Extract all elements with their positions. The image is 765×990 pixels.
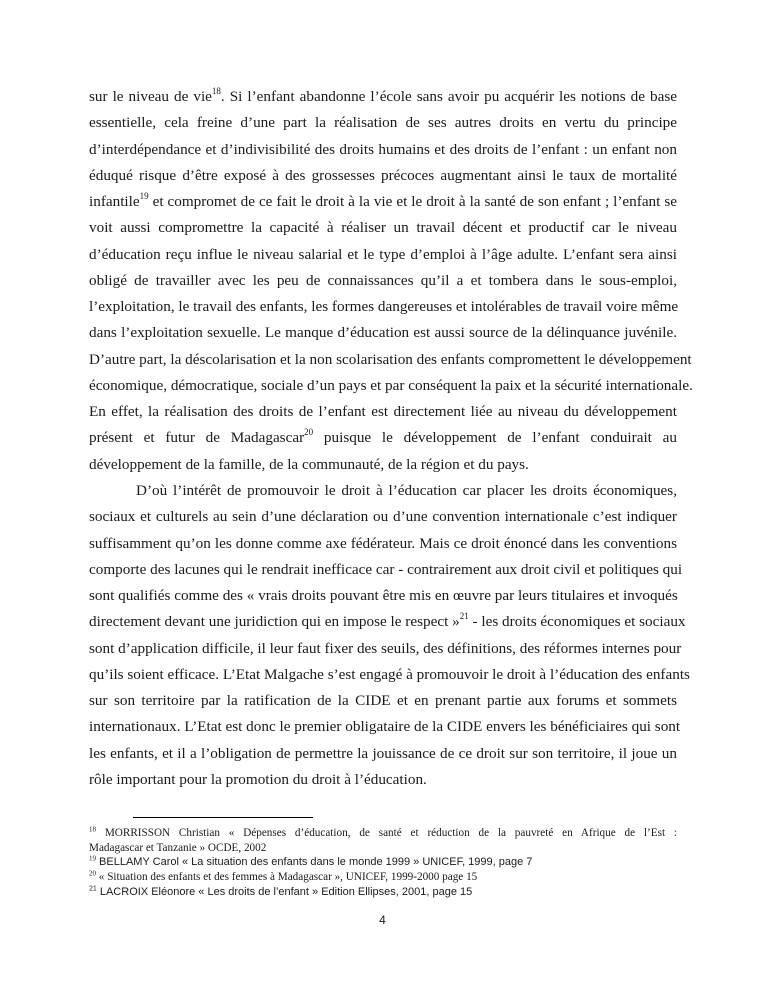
footnote-text: BELLAMY Carol « La situation des enfants dans le monde 1999 » UNICEF, 1999, page 7 <box>96 856 533 868</box>
body-line <box>89 373 693 399</box>
line-text: dans l’exploitation sexuelle. Le manque d’éducation est aussi source de la délinquance juvénile. <box>89 324 677 342</box>
body-line <box>89 478 677 504</box>
line-text: En effet, la réalisation des droits de l’enfant est directement liée au niveau du développement <box>89 403 677 421</box>
line-text: comporte des lacunes qui le rendrait inefficace car - contrairement aux droit civil et politiques qui <box>89 560 683 578</box>
line-text: internationaux. L’Etat est donc le premier obligataire de la CIDE envers les bénéficiaires qui sont <box>89 718 681 736</box>
body-line <box>89 688 677 714</box>
footnote-reference[interactable]: 20 <box>304 427 314 438</box>
footnote-number: 21 <box>89 885 97 893</box>
line-text: d’interdépendance et d’indivisibilité des droits humains et des droits de l’enfant : un enfant non <box>89 140 677 158</box>
line-text: infantile <box>89 193 140 211</box>
footnote-number: 20 <box>89 869 96 878</box>
body-line <box>89 189 677 215</box>
footnote-text: LACROIX Eléonore « Les droits de l’enfant » Edition Ellipses, 2001, page 15 <box>96 886 473 898</box>
line-text: obligé de travailler avec les peu de connaissances qu’il a et tombera dans le sous-emploi, <box>89 271 677 289</box>
line-text: sur son territoire par la ratification de la CIDE et en prenant partie aux forums et sommets <box>89 692 677 710</box>
body-line <box>89 347 692 373</box>
line-text: sont d’application difficile, il leur faut fixer des seuils, des définitions, des réformes internes pour <box>89 639 682 657</box>
body-line <box>89 636 682 662</box>
line-text: rôle important pour la promotion du droit à l’éducation. <box>89 770 427 788</box>
body-line <box>89 531 677 557</box>
line-text: présent et futur de Madagascar <box>89 429 305 447</box>
line-text: directement devant une juridiction qui en impose le respect » <box>89 613 460 631</box>
body-line <box>89 320 677 346</box>
footnote-text: MORRISSON Christian « Dépenses d’éducation, de santé et réduction de la pauvreté en Afrique de l’Est : <box>96 827 677 839</box>
footnote-20 <box>89 870 677 885</box>
body-line <box>89 452 677 478</box>
line-text: économique, démocratique, sociale d’un pays et par conséquent la paix et la sécurité internationale. <box>89 376 693 394</box>
line-text: voit aussi compromettre la capacité à réaliser un travail décent et productif car le niveau <box>89 219 677 237</box>
body-line <box>89 714 681 740</box>
line-text: D’autre part, la déscolarisation et la non scolarisation des enfants compromettent le développement <box>89 350 692 368</box>
body-line <box>89 294 677 320</box>
footnote-separator <box>133 817 313 818</box>
body-line <box>89 268 677 294</box>
body-line <box>89 163 677 189</box>
body-line <box>89 609 686 635</box>
footnote-21 <box>89 885 677 900</box>
line-text: essentielle, cela freine d’une part la réalisation de ses autres droits en vertu du principe <box>89 114 677 132</box>
footnote-number: 18 <box>89 825 96 834</box>
footnote-text: Madagascar et Tanzanie » OCDE, 2002 <box>89 841 267 854</box>
footnote-text: « Situation des enfants et des femmes à Madagascar », UNICEF, 1999-2000 page 15 <box>96 871 478 883</box>
footnote-18 <box>89 826 677 855</box>
line-text: D’où l’intérêt de promouvoir le droit à l’éducation car placer les droits économiques, <box>136 481 677 499</box>
line-text: et compromet de ce fait le droit à la vie et le droit à la santé de son enfant ; l’enfant se <box>148 193 677 211</box>
body-line <box>89 504 677 530</box>
body-line <box>89 583 677 609</box>
body-line <box>89 84 677 110</box>
body-line <box>89 137 677 163</box>
body-line <box>89 425 677 451</box>
line-text: puisque le développement de l’enfant conduirait au <box>313 429 678 447</box>
line-text: éduqué risque d’être exposé à des grossesses précoces augmentant ainsi le taux de mortalité <box>89 166 677 184</box>
line-text: - les droits économiques et sociaux <box>468 613 686 631</box>
body-line <box>89 557 683 583</box>
line-text: développement de la famille, de la communauté, de la région et du pays. <box>89 455 529 473</box>
body-line <box>89 399 677 425</box>
line-text: . Si l’enfant abandonne l’école sans avoir pu acquérir les notions de base <box>220 88 677 105</box>
line-text: l’exploitation, le travail des enfants, les formes dangereuses et intolérables de travail voire même <box>89 298 679 316</box>
line-text: d’éducation reçu influe le niveau salarial et le type d’emploi à l’âge adulte. L’enfant sera ainsi <box>89 245 677 263</box>
body-line <box>89 242 677 268</box>
body-line <box>89 215 677 241</box>
body-line <box>89 741 677 767</box>
body-line <box>89 767 677 793</box>
line-text: sont qualifiés comme des « vrais droits pouvant être mis en œuvre par leurs titulaires et invoqués <box>89 587 678 605</box>
footnote-reference[interactable]: 19 <box>139 191 149 201</box>
line-text: qu’ils soient efficace. L’Etat Malgache s’est engagé à promouvoir le droit à l’éducation des enfants <box>89 665 690 683</box>
footnote-reference[interactable]: 21 <box>459 611 469 622</box>
body-text <box>89 84 693 793</box>
footnote-reference[interactable]: 18 <box>211 85 221 96</box>
line-text: suffisamment qu’on les donne comme axe fédérateur. Mais ce droit énoncé dans les conventions <box>89 534 677 552</box>
footnote-19 <box>89 855 677 870</box>
body-line <box>89 662 690 688</box>
page-number: 4 <box>379 913 386 927</box>
body-line <box>89 110 677 136</box>
line-text: sociaux et culturels au sein d’une déclaration ou d’une convention internationale c’est indiquer <box>89 508 677 526</box>
footnote-number: 19 <box>89 854 96 863</box>
line-text: les enfants, et il a l’obligation de permettre la jouissance de ce droit sur son territoire, il joue un <box>89 744 677 762</box>
line-text: sur le niveau de vie <box>89 88 212 105</box>
